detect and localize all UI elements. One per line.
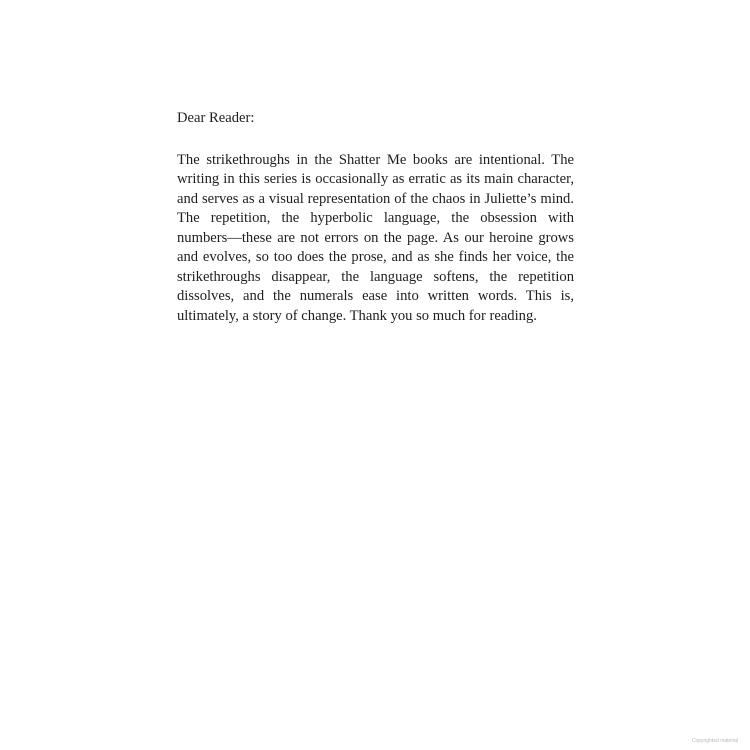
- salutation: Dear Reader:: [177, 110, 255, 126]
- letter-text-block: [177, 109, 574, 326]
- letter-body-paragraph: The strikethroughs in the Shatter Me books are intentional. The writing in this series is occasionally as erratic as its main character, and serves as a visual representation of the chaos in Juliette’s mind. The repetition, the hyperbolic language, the obsession with numbers—these are not errors on the page. As our heroine grows and evolves, so too does the prose, and as she finds her voice, the strikethroughs disappear, the language softens, the repetition dissolves, and the numerals ease into written words. This is, ultimately, a story of change. Thank you so much for reading.: [177, 151, 574, 324]
- copyright-watermark: Copyrighted material: [691, 738, 738, 744]
